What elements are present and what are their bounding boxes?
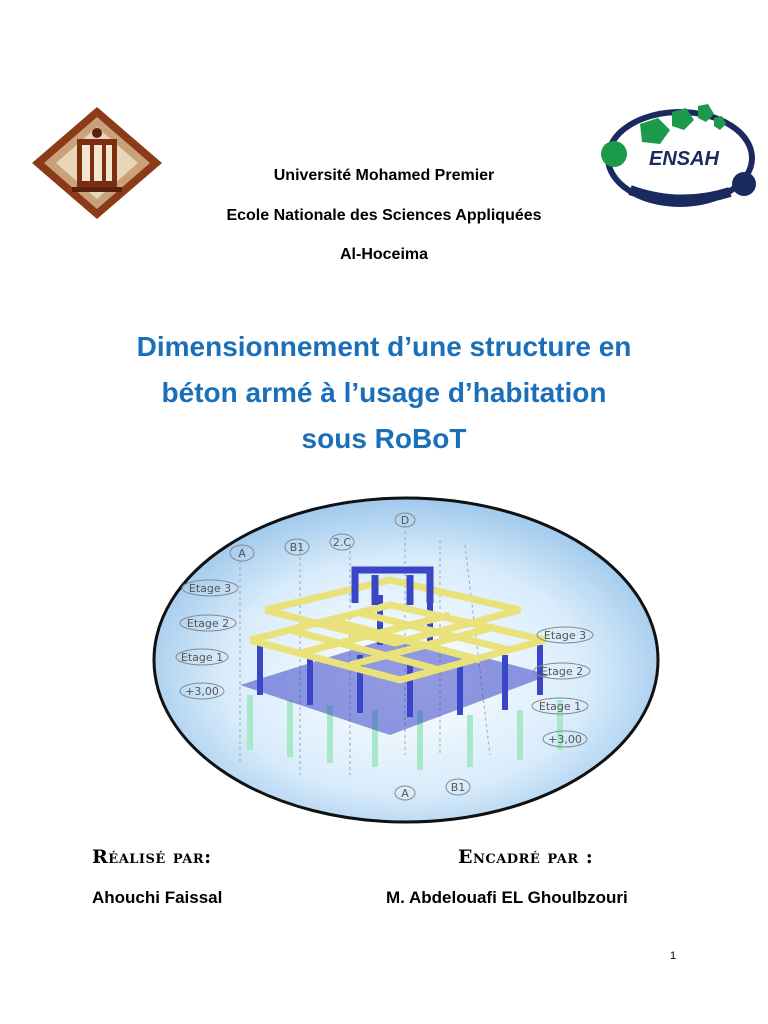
level-label-etage-1: Etage 1	[180, 651, 224, 664]
school-name: Ecole Nationale des Sciences Appliquées	[226, 207, 542, 224]
title-line-3: sous RoBoT	[301, 423, 467, 454]
axis-label-bottom-b1: B1	[450, 781, 466, 794]
ensah-logo	[600, 96, 760, 221]
level-label-right-300: +3,00	[548, 733, 582, 746]
ensah-logo-text: ENSAH	[648, 148, 720, 170]
level-label-right-etage-1: Etage 1	[538, 700, 582, 713]
level-label-300: +3,00	[185, 685, 219, 698]
document-title	[60, 324, 708, 462]
supervised-by-label: Encadré par :	[458, 846, 594, 868]
level-label-etage-2: Etage 2	[186, 617, 230, 630]
page-number: 1	[670, 950, 677, 962]
axis-label-d: D	[400, 514, 410, 527]
level-label-etage-3: Etage 3	[188, 582, 232, 595]
university-name: Université Mohamed Premier	[273, 167, 495, 184]
city-name: Al-Hoceima	[339, 246, 429, 263]
axis-label-2c: 2.C	[332, 536, 352, 549]
title-line-2: béton armé à l’usage d’habitation	[161, 377, 607, 408]
level-label-right-etage-2: Etage 2	[540, 665, 584, 678]
title-line-1: Dimensionnement d’une structure en	[136, 331, 632, 362]
made-by-label: Réalisé par:	[92, 846, 212, 868]
axis-label-bottom-a: A	[401, 787, 409, 800]
axis-label-a: A	[238, 547, 246, 560]
level-label-right-etage-3: Etage 3	[543, 629, 587, 642]
supervisor-name: M. Abdelouafi EL Ghoulbzouri	[386, 888, 628, 907]
structure-figure	[150, 495, 662, 825]
author-name: Ahouchi Faissal	[92, 888, 223, 907]
university-logo	[22, 103, 172, 223]
axis-label-b1: B1	[289, 541, 305, 554]
